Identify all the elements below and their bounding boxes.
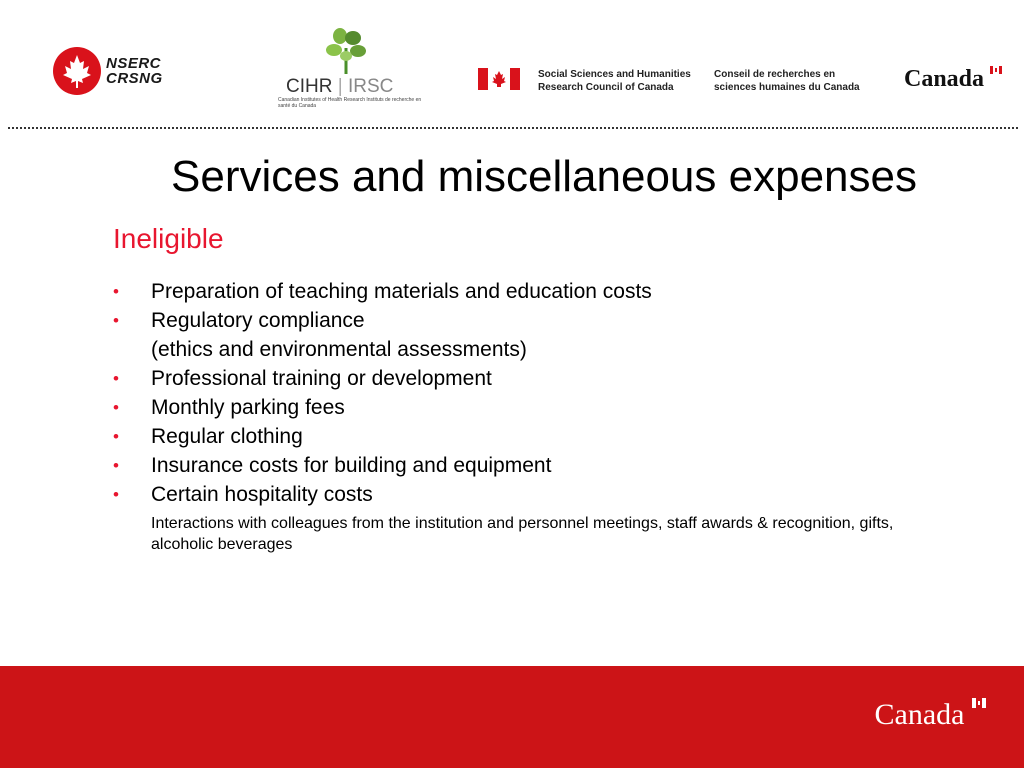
- list-item: [113, 306, 943, 335]
- sshrc-en-line2: Research Council of Canada: [538, 82, 674, 93]
- tree-icon: [320, 26, 372, 76]
- canadian-flag-icon: [990, 66, 1002, 74]
- cihr-en: CIHR: [286, 76, 333, 97]
- header-divider: [8, 127, 1018, 129]
- cihr-fr: IRSC: [347, 76, 394, 97]
- list-item-text: Regulatory compliance: [151, 309, 365, 332]
- bullet: •: [113, 282, 119, 301]
- list-item-text: Regular clothing: [151, 425, 303, 448]
- bullet: •: [113, 485, 119, 504]
- cihr-subtitle: [278, 97, 428, 109]
- nserc-line1: NSERC: [106, 55, 162, 72]
- list-item: [113, 451, 943, 480]
- list-item: [113, 393, 943, 422]
- section-heading: Ineligible: [113, 223, 224, 254]
- sshrc-fr-line2: sciences humaines du Canada: [714, 82, 860, 93]
- sshrc-english: [538, 68, 708, 94]
- list-item-text: Certain hospitality costs: [151, 483, 373, 506]
- nserc-logo: [52, 46, 163, 96]
- footer-bar: [0, 666, 1024, 768]
- sshrc-logo: [478, 68, 884, 94]
- list-item-text: Insurance costs for building and equipment: [151, 454, 552, 477]
- bullet: •: [113, 456, 119, 475]
- list-item-text: Professional training or development: [151, 367, 492, 390]
- list-item: [113, 277, 943, 306]
- list-item: [113, 364, 943, 393]
- canada-wordmark-footer: [875, 698, 986, 732]
- bullet: •: [113, 311, 119, 330]
- footer-wordmark-text: Canada: [874, 698, 965, 731]
- canadian-flag-icon: [478, 68, 520, 90]
- canada-wordmark-text: Canada: [904, 66, 985, 92]
- hospitality-note: Interactions with colleagues from the institution and personnel meetings, staff awards & recognition, gifts, alcoholic beverages: [151, 515, 894, 553]
- ineligible-list: [113, 277, 943, 555]
- list-item-text: (ethics and environmental assessments): [151, 338, 527, 361]
- cihr-sub-fr: Instituts de recherche en santé du Canada: [278, 97, 422, 109]
- bullet: •: [113, 398, 119, 417]
- cihr-name: CIHR | IRSC: [286, 76, 394, 97]
- list-item: [113, 422, 943, 451]
- sshrc-en-line1: Social Sciences and Humanities: [538, 69, 691, 80]
- slide-title: Services and miscellaneous expenses: [171, 152, 917, 201]
- cihr-logo: [276, 26, 426, 110]
- sshrc-french: [714, 68, 884, 94]
- canadian-flag-icon: [972, 698, 986, 708]
- nserc-wordmark: [106, 56, 163, 86]
- sshrc-fr-line1: Conseil de recherches en: [714, 69, 836, 80]
- nserc-line2: CRSNG: [106, 70, 163, 87]
- list-item-continuation: [113, 335, 943, 364]
- list-item: [113, 480, 943, 509]
- bullet: •: [113, 427, 119, 446]
- cihr-sub-en: Canadian Institutes of Health Research: [278, 97, 365, 103]
- bullet: •: [113, 369, 119, 388]
- maple-leaf-icon: [52, 46, 102, 96]
- logo-bar: [0, 0, 1024, 125]
- list-item-text: Monthly parking fees: [151, 396, 345, 419]
- canada-wordmark-top: [904, 66, 1002, 93]
- list-item-text: Preparation of teaching materials and education costs: [151, 280, 652, 303]
